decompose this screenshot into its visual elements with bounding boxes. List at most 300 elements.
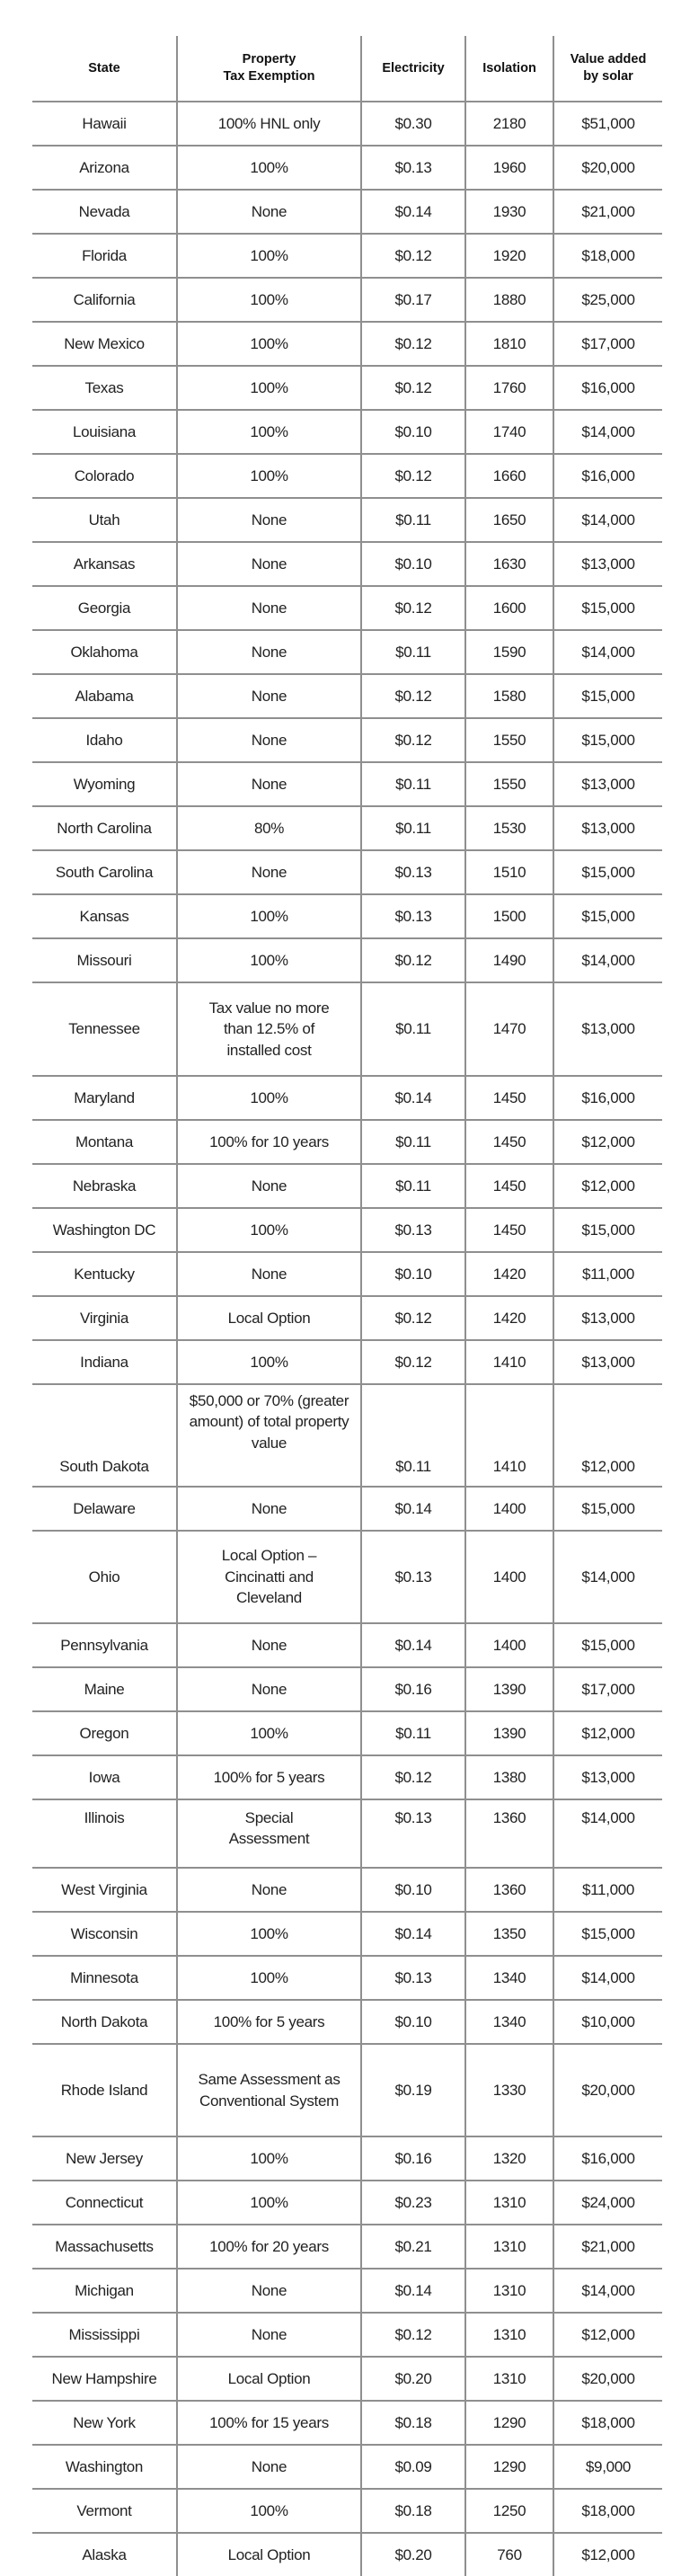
electricity-cell bbox=[360, 499, 464, 541]
electricity-cell bbox=[360, 1253, 464, 1295]
value-added-cell bbox=[553, 2270, 662, 2312]
value-added-cell-text: $13,000 bbox=[581, 1309, 635, 1327]
electricity-cell-text: $0.16 bbox=[394, 2149, 432, 2167]
table-row bbox=[32, 2400, 662, 2444]
exemption-cell-text: None bbox=[251, 1265, 288, 1283]
exemption-cell bbox=[176, 1488, 360, 1530]
value-added-cell-text: $21,000 bbox=[581, 2237, 635, 2255]
electricity-cell-text: $0.12 bbox=[394, 246, 432, 264]
exemption-cell-text: None bbox=[251, 2325, 288, 2343]
exemption-cell bbox=[176, 631, 360, 673]
state-cell bbox=[32, 1165, 176, 1207]
state-cell bbox=[32, 983, 176, 1075]
electricity-cell bbox=[360, 323, 464, 365]
isolation-cell bbox=[464, 323, 553, 365]
electricity-cell-text: $0.12 bbox=[394, 334, 432, 352]
exemption-cell-text: 100% bbox=[250, 2501, 288, 2519]
state-cell bbox=[32, 1624, 176, 1666]
exemption-cell bbox=[176, 939, 360, 982]
state-cell-text: Arizona bbox=[79, 158, 129, 176]
table-row bbox=[32, 1251, 662, 1295]
exemption-cell bbox=[176, 1957, 360, 1999]
isolation-cell bbox=[464, 2402, 553, 2444]
exemption-cell bbox=[176, 851, 360, 893]
state-cell-text: Kansas bbox=[79, 907, 129, 925]
isolation-cell bbox=[464, 1957, 553, 1999]
exemption-cell bbox=[176, 1121, 360, 1163]
value-added-cell-text: $11,000 bbox=[581, 1880, 635, 1898]
state-cell bbox=[32, 2137, 176, 2180]
value-added-cell-text: $16,000 bbox=[581, 1088, 635, 1106]
exemption-cell-text: None bbox=[251, 555, 288, 573]
isolation-cell bbox=[464, 411, 553, 453]
isolation-cell-text: 1400 bbox=[492, 1636, 526, 1654]
state-cell bbox=[32, 1756, 176, 1799]
table-row bbox=[32, 1075, 662, 1119]
state-cell bbox=[32, 2314, 176, 2356]
exemption-cell-text: 100% bbox=[250, 2149, 288, 2167]
state-cell bbox=[32, 1341, 176, 1383]
isolation-cell bbox=[464, 2001, 553, 2043]
state-cell-text: Mississippi bbox=[68, 2325, 140, 2343]
electricity-cell bbox=[360, 1209, 464, 1251]
state-cell-text: Washington DC bbox=[52, 1221, 156, 1239]
exemption-cell-text: 100% bbox=[250, 1221, 288, 1239]
electricity-cell bbox=[360, 675, 464, 717]
electricity-cell bbox=[360, 543, 464, 585]
isolation-cell bbox=[464, 455, 553, 497]
electricity-cell-text: $0.11 bbox=[395, 819, 431, 837]
state-cell-text: Idaho bbox=[85, 731, 123, 749]
state-cell bbox=[32, 2446, 176, 2488]
electricity-cell-text: $0.18 bbox=[394, 2501, 432, 2519]
table-row bbox=[32, 101, 662, 145]
state-cell bbox=[32, 2045, 176, 2136]
electricity-cell-text: $0.10 bbox=[394, 422, 432, 440]
state-cell-text: Oregon bbox=[79, 1724, 129, 1742]
electricity-cell-text: $0.18 bbox=[394, 2413, 432, 2431]
exemption-cell-text: None bbox=[251, 1880, 288, 1898]
table-row bbox=[32, 321, 662, 365]
table-row bbox=[32, 805, 662, 849]
value-added-cell-text: $14,000 bbox=[581, 422, 635, 440]
state-cell-text: Montana bbox=[75, 1133, 134, 1150]
isolation-cell bbox=[464, 895, 553, 937]
isolation-cell bbox=[464, 543, 553, 585]
value-added-cell bbox=[553, 1800, 662, 1867]
exemption-cell-text: 100% HNL only bbox=[217, 114, 321, 132]
electricity-cell-text: $0.12 bbox=[394, 731, 432, 749]
electricity-cell-text: $0.12 bbox=[394, 687, 432, 705]
value-added-cell-text: $15,000 bbox=[581, 1499, 635, 1517]
electricity-cell bbox=[360, 807, 464, 849]
value-added-cell bbox=[553, 191, 662, 233]
value-added-cell-text: $13,000 bbox=[581, 1768, 635, 1786]
value-added-cell bbox=[553, 2358, 662, 2400]
isolation-cell bbox=[464, 1121, 553, 1163]
state-cell bbox=[32, 719, 176, 761]
isolation-cell-text: 1410 bbox=[492, 1457, 526, 1475]
exemption-cell bbox=[176, 2225, 360, 2268]
exemption-cell bbox=[176, 1341, 360, 1383]
exemption-cell bbox=[176, 543, 360, 585]
electricity-cell bbox=[360, 895, 464, 937]
isolation-cell bbox=[464, 2270, 553, 2312]
isolation-cell bbox=[464, 675, 553, 717]
electricity-cell bbox=[360, 2534, 464, 2576]
exemption-cell-text: None bbox=[251, 2281, 288, 2299]
isolation-cell bbox=[464, 1077, 553, 1119]
exemption-cell-text: 100% bbox=[250, 334, 288, 352]
electricity-cell-text: $0.23 bbox=[394, 2193, 432, 2211]
electricity-cell-text: $0.13 bbox=[394, 1809, 432, 1826]
state-cell bbox=[32, 1297, 176, 1339]
header-isolation bbox=[464, 36, 553, 101]
isolation-cell-text: 1470 bbox=[492, 1020, 526, 1038]
value-added-cell bbox=[553, 895, 662, 937]
value-added-cell bbox=[553, 1209, 662, 1251]
exemption-cell bbox=[176, 2181, 360, 2224]
exemption-cell bbox=[176, 191, 360, 233]
isolation-cell bbox=[464, 1800, 553, 1867]
value-added-cell bbox=[553, 455, 662, 497]
exemption-cell-text: 100% for 20 years bbox=[209, 2237, 329, 2255]
exemption-cell bbox=[176, 1869, 360, 1911]
electricity-cell bbox=[360, 279, 464, 321]
state-cell bbox=[32, 2225, 176, 2268]
value-added-cell-text: $15,000 bbox=[581, 907, 635, 925]
value-added-cell-text: $14,000 bbox=[581, 1968, 635, 1986]
exemption-cell-text: None bbox=[251, 1499, 288, 1517]
table-row bbox=[32, 2488, 662, 2532]
value-added-cell bbox=[553, 2137, 662, 2180]
state-cell bbox=[32, 1209, 176, 1251]
electricity-cell bbox=[360, 1077, 464, 1119]
exemption-cell-text: None bbox=[251, 511, 288, 529]
isolation-cell-text: 1510 bbox=[492, 863, 526, 881]
electricity-cell bbox=[360, 2270, 464, 2312]
exemption-cell bbox=[176, 102, 360, 145]
isolation-cell bbox=[464, 2490, 553, 2532]
isolation-cell bbox=[464, 1756, 553, 1799]
value-added-cell bbox=[553, 1532, 662, 1622]
exemption-cell-text: 100% bbox=[250, 466, 288, 484]
value-added-cell-text: $15,000 bbox=[581, 1636, 635, 1654]
table-row bbox=[32, 2180, 662, 2224]
state-cell-text: Nevada bbox=[78, 202, 130, 220]
state-cell-text: Pennsylvania bbox=[60, 1636, 148, 1654]
isolation-cell bbox=[464, 235, 553, 277]
electricity-cell bbox=[360, 1341, 464, 1383]
isolation-cell-text: 1310 bbox=[492, 2369, 526, 2387]
exemption-cell-text: 100% for 15 years bbox=[209, 2413, 329, 2431]
electricity-cell-text: $0.21 bbox=[394, 2237, 432, 2255]
table-row bbox=[32, 937, 662, 982]
table-header-row bbox=[32, 36, 662, 101]
electricity-cell-text: $0.10 bbox=[394, 555, 432, 573]
value-added-cell bbox=[553, 2001, 662, 2043]
electricity-cell-text: $0.10 bbox=[394, 2012, 432, 2030]
value-added-cell bbox=[553, 1385, 662, 1486]
solar-state-table bbox=[32, 36, 662, 2576]
exemption-cell-text: None bbox=[251, 1177, 288, 1195]
state-cell bbox=[32, 2001, 176, 2043]
state-cell-text: West Virginia bbox=[61, 1880, 147, 1898]
table-row bbox=[32, 2268, 662, 2312]
exemption-cell bbox=[176, 1624, 360, 1666]
isolation-cell bbox=[464, 2045, 553, 2136]
electricity-cell-text: $0.16 bbox=[394, 1680, 432, 1698]
value-added-cell bbox=[553, 499, 662, 541]
state-cell bbox=[32, 279, 176, 321]
isolation-cell-text: 2180 bbox=[492, 114, 526, 132]
isolation-cell-text: 1660 bbox=[492, 466, 526, 484]
isolation-cell-text: 1550 bbox=[492, 775, 526, 793]
isolation-cell-text: 1290 bbox=[492, 2413, 526, 2431]
electricity-cell bbox=[360, 1121, 464, 1163]
electricity-cell bbox=[360, 1756, 464, 1799]
value-added-cell bbox=[553, 851, 662, 893]
electricity-cell-text: $0.12 bbox=[394, 2325, 432, 2343]
state-cell bbox=[32, 455, 176, 497]
isolation-cell bbox=[464, 279, 553, 321]
isolation-cell-text: 1740 bbox=[492, 422, 526, 440]
isolation-cell bbox=[464, 499, 553, 541]
value-added-cell-text: $12,000 bbox=[581, 2325, 635, 2343]
isolation-cell-text: 1340 bbox=[492, 1968, 526, 1986]
electricity-cell bbox=[360, 2358, 464, 2400]
state-cell bbox=[32, 2534, 176, 2576]
electricity-cell-text: $0.13 bbox=[394, 1221, 432, 1239]
exemption-cell-text: None bbox=[251, 2457, 288, 2475]
value-added-cell-text: $20,000 bbox=[581, 158, 635, 176]
isolation-cell bbox=[464, 367, 553, 409]
isolation-cell-text: 760 bbox=[497, 2545, 522, 2563]
value-added-cell-text: $15,000 bbox=[581, 687, 635, 705]
electricity-cell-text: $0.14 bbox=[394, 2281, 432, 2299]
electricity-cell bbox=[360, 102, 464, 145]
value-added-cell bbox=[553, 631, 662, 673]
state-cell-text: Maryland bbox=[74, 1088, 135, 1106]
header-value-added bbox=[553, 36, 662, 101]
exemption-cell bbox=[176, 1800, 360, 1867]
value-added-cell bbox=[553, 2490, 662, 2532]
state-cell-text: South Carolina bbox=[55, 863, 154, 881]
exemption-cell bbox=[176, 763, 360, 805]
isolation-cell-text: 1310 bbox=[492, 2325, 526, 2343]
exemption-cell bbox=[176, 1253, 360, 1295]
table-row bbox=[32, 409, 662, 453]
table-row bbox=[32, 541, 662, 585]
exemption-cell bbox=[176, 323, 360, 365]
value-added-cell-text: $17,000 bbox=[581, 334, 635, 352]
exemption-cell bbox=[176, 1668, 360, 1710]
electricity-cell-text: $0.11 bbox=[395, 1457, 431, 1475]
isolation-cell-text: 1380 bbox=[492, 1768, 526, 1786]
electricity-cell bbox=[360, 191, 464, 233]
isolation-cell bbox=[464, 2446, 553, 2488]
header-value-line1: Value added bbox=[570, 52, 647, 67]
state-cell-text: Colorado bbox=[74, 466, 135, 484]
electricity-cell-text: $0.13 bbox=[394, 1568, 432, 1586]
electricity-cell bbox=[360, 2181, 464, 2224]
electricity-cell bbox=[360, 1297, 464, 1339]
value-added-cell-text: $20,000 bbox=[581, 2369, 635, 2387]
value-added-cell bbox=[553, 1077, 662, 1119]
electricity-cell-text: $0.12 bbox=[394, 1353, 432, 1371]
state-cell-text: Washington bbox=[65, 2457, 144, 2475]
exemption-cell-text: 100% bbox=[250, 1968, 288, 1986]
table-body bbox=[32, 101, 662, 2576]
exemption-cell-text: None bbox=[251, 731, 288, 749]
isolation-cell-text: 1650 bbox=[492, 511, 526, 529]
table-row bbox=[32, 497, 662, 541]
exemption-cell-text: Local Option bbox=[227, 2369, 311, 2387]
exemption-cell-text: 100% bbox=[250, 907, 288, 925]
exemption-cell-text: Same Assessment as Conventional System bbox=[198, 2071, 341, 2110]
value-added-cell bbox=[553, 1165, 662, 1207]
exemption-cell bbox=[176, 1385, 360, 1486]
exemption-cell-text: 100% for 5 years bbox=[213, 2012, 325, 2030]
value-added-cell bbox=[553, 1869, 662, 1911]
state-cell bbox=[32, 2181, 176, 2224]
value-added-cell-text: $15,000 bbox=[581, 1221, 635, 1239]
header-isolation-label: Isolation bbox=[482, 60, 536, 76]
state-cell bbox=[32, 763, 176, 805]
state-cell bbox=[32, 1712, 176, 1754]
electricity-cell bbox=[360, 411, 464, 453]
value-added-cell-text: $14,000 bbox=[581, 2281, 635, 2299]
table-row bbox=[32, 2136, 662, 2180]
state-cell bbox=[32, 851, 176, 893]
table-row bbox=[32, 2356, 662, 2400]
state-cell bbox=[32, 1869, 176, 1911]
state-cell-text: Missouri bbox=[76, 951, 132, 969]
isolation-cell-text: 1390 bbox=[492, 1680, 526, 1698]
value-added-cell bbox=[553, 1756, 662, 1799]
value-added-cell bbox=[553, 587, 662, 629]
isolation-cell bbox=[464, 1532, 553, 1622]
electricity-cell-text: $0.14 bbox=[394, 1924, 432, 1942]
value-added-cell bbox=[553, 1624, 662, 1666]
table-row bbox=[32, 1163, 662, 1207]
state-cell-text: South Dakota bbox=[59, 1457, 149, 1475]
electricity-cell-text: $0.11 bbox=[395, 1020, 431, 1038]
value-added-cell bbox=[553, 411, 662, 453]
state-cell bbox=[32, 631, 176, 673]
exemption-cell-text: 100% bbox=[250, 1924, 288, 1942]
state-cell-text: New York bbox=[73, 2413, 136, 2431]
exemption-cell-text: None bbox=[251, 1636, 288, 1654]
state-cell bbox=[32, 499, 176, 541]
state-cell-text: Oklahoma bbox=[70, 643, 138, 661]
isolation-cell-text: 1390 bbox=[492, 1724, 526, 1742]
state-cell bbox=[32, 367, 176, 409]
electricity-cell bbox=[360, 763, 464, 805]
exemption-cell bbox=[176, 1756, 360, 1799]
state-cell-text: Wisconsin bbox=[70, 1924, 138, 1942]
state-cell bbox=[32, 2358, 176, 2400]
exemption-cell bbox=[176, 2137, 360, 2180]
state-cell-text: Nebraska bbox=[72, 1177, 137, 1195]
exemption-cell bbox=[176, 235, 360, 277]
exemption-cell-text: 100% for 10 years bbox=[209, 1133, 329, 1150]
table-row bbox=[32, 2043, 662, 2136]
state-cell bbox=[32, 411, 176, 453]
value-added-cell bbox=[553, 1341, 662, 1383]
exemption-cell bbox=[176, 411, 360, 453]
isolation-cell-text: 1530 bbox=[492, 819, 526, 837]
electricity-cell bbox=[360, 983, 464, 1075]
exemption-cell bbox=[176, 2534, 360, 2576]
value-added-cell bbox=[553, 2225, 662, 2268]
value-added-cell-text: $12,000 bbox=[581, 1457, 635, 1475]
state-cell bbox=[32, 1532, 176, 1622]
exemption-cell bbox=[176, 807, 360, 849]
isolation-cell bbox=[464, 2225, 553, 2268]
exemption-cell bbox=[176, 675, 360, 717]
isolation-cell-text: 1310 bbox=[492, 2193, 526, 2211]
value-added-cell-text: $13,000 bbox=[581, 819, 635, 837]
value-added-cell bbox=[553, 279, 662, 321]
value-added-cell-text: $12,000 bbox=[581, 1133, 635, 1150]
exemption-cell-text: 100% bbox=[250, 1724, 288, 1742]
value-added-cell-text: $14,000 bbox=[581, 1568, 635, 1586]
isolation-cell-text: 1960 bbox=[492, 158, 526, 176]
header-state bbox=[32, 36, 176, 101]
state-cell-text: Delaware bbox=[73, 1499, 136, 1517]
electricity-cell-text: $0.11 bbox=[395, 1724, 431, 1742]
electricity-cell bbox=[360, 1488, 464, 1530]
exemption-cell bbox=[176, 2270, 360, 2312]
header-value-line2: by solar bbox=[583, 69, 633, 84]
value-added-cell-text: $25,000 bbox=[581, 290, 635, 308]
state-cell bbox=[32, 543, 176, 585]
table-row bbox=[32, 849, 662, 893]
table-row bbox=[32, 1339, 662, 1383]
table-row bbox=[32, 1999, 662, 2043]
value-added-cell-text: $12,000 bbox=[581, 1177, 635, 1195]
table-row bbox=[32, 761, 662, 805]
isolation-cell-text: 1600 bbox=[492, 599, 526, 617]
value-added-cell bbox=[553, 939, 662, 982]
isolation-cell-text: 1420 bbox=[492, 1265, 526, 1283]
table-row bbox=[32, 673, 662, 717]
state-cell bbox=[32, 323, 176, 365]
exemption-cell-text: 100% bbox=[250, 951, 288, 969]
table-row bbox=[32, 277, 662, 321]
isolation-cell bbox=[464, 1297, 553, 1339]
isolation-cell bbox=[464, 1913, 553, 1955]
electricity-cell bbox=[360, 851, 464, 893]
table-row bbox=[32, 1666, 662, 1710]
electricity-cell bbox=[360, 1869, 464, 1911]
state-cell-text: Michigan bbox=[75, 2281, 134, 2299]
isolation-cell bbox=[464, 102, 553, 145]
value-added-cell-text: $18,000 bbox=[581, 2413, 635, 2431]
isolation-cell bbox=[464, 1712, 553, 1754]
state-cell-text: Alaska bbox=[82, 2545, 127, 2563]
isolation-cell bbox=[464, 2358, 553, 2400]
state-cell bbox=[32, 235, 176, 277]
isolation-cell-text: 1400 bbox=[492, 1499, 526, 1517]
value-added-cell-text: $15,000 bbox=[581, 599, 635, 617]
electricity-cell bbox=[360, 2490, 464, 2532]
isolation-cell bbox=[464, 2534, 553, 2576]
exemption-cell bbox=[176, 1532, 360, 1622]
state-cell-text: Tennessee bbox=[68, 1020, 140, 1038]
exemption-cell-text: 80% bbox=[253, 819, 285, 837]
